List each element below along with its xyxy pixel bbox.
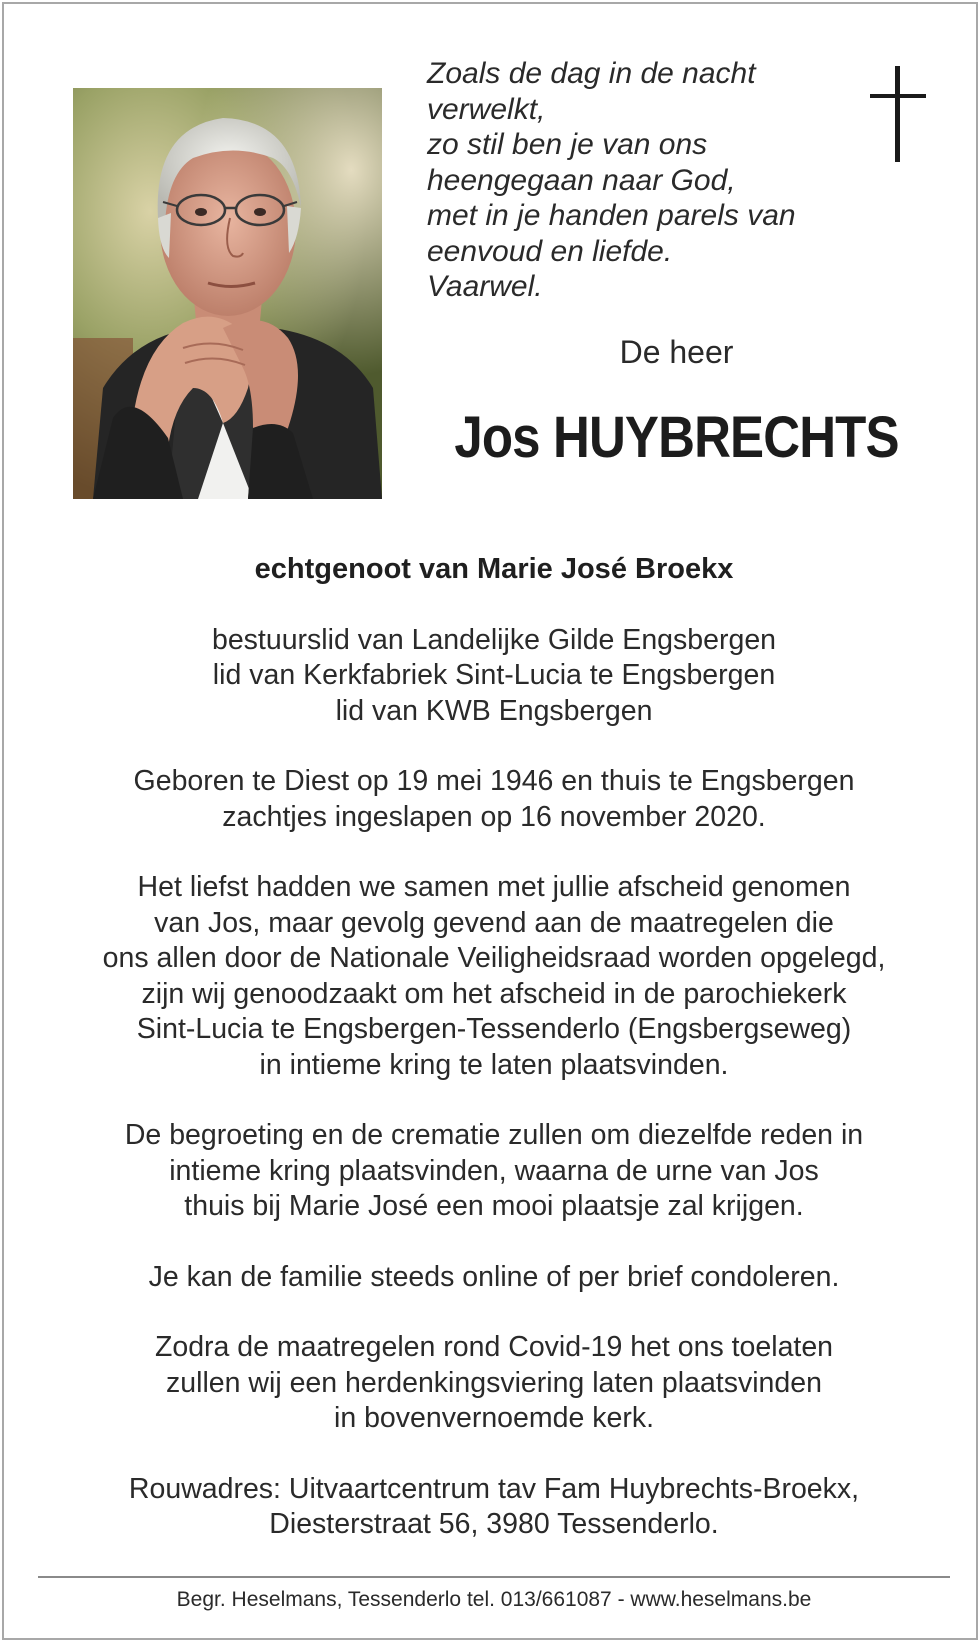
poem-line: Vaarwel. — [427, 270, 543, 303]
memorial-line: Zodra de maatregelen rond Covid-19 het ons toelaten — [154, 1331, 834, 1363]
funeral-home-footer: Begr. Heselmans, Tessenderlo tel. 013/661087 - www.heselmans.be — [176, 1588, 812, 1611]
membership-line: bestuurslid van Landelijke Gilde Engsbergen — [211, 623, 777, 656]
farewell-line: zijn wij genoodzaakt om het afscheid in de parochiekerk — [141, 977, 847, 1010]
farewell-line: van Jos, maar gevolg gevend aan de maatregelen die — [154, 906, 834, 939]
condolence-paragraph — [44, 1260, 944, 1296]
cremation-line: intieme kring plaatsvinden, waarna de urne van Jos — [169, 1154, 819, 1187]
poem — [427, 56, 847, 305]
poem-line: eenvoud en liefde. — [427, 234, 673, 268]
poem-line: verwelkt, — [427, 92, 546, 126]
birth-death — [44, 764, 944, 835]
address-line: Diesterstraat 56, 3980 Tessenderlo. — [269, 1508, 719, 1540]
cremation-line: thuis bij Marie José een mooi plaatsje zal krijgen. — [184, 1190, 804, 1222]
cremation-line: De begroeting en de crematie zullen om diezelfde reden in — [124, 1119, 864, 1151]
portrait-photo — [73, 88, 382, 499]
farewell-line: Sint-Lucia te Engsbergen-Tessenderlo (Engsbergseweg) — [136, 1013, 852, 1045]
poem-line: met in je handen parels van — [427, 199, 796, 232]
notice-body — [44, 552, 944, 1543]
membership-line: lid van Kerkfabriek Sint-Lucia te Engsbergen — [212, 659, 776, 691]
death-notice-card — [2, 2, 978, 1640]
farewell-line: Het liefst hadden we samen met jullie afscheid genomen — [137, 871, 851, 903]
cremation-paragraph — [44, 1118, 944, 1225]
birth-death-line: zachtjes ingeslapen op 16 november 2020. — [222, 800, 766, 833]
memberships — [44, 623, 944, 730]
farewell-line: ons allen door de Nationale Veiligheidsraad worden opgelegd, — [102, 942, 886, 974]
birth-death-line: Geboren te Diest op 19 mei 1946 en thuis te Engsbergen — [133, 765, 855, 797]
poem-line: Zoals de dag in de nacht — [427, 57, 756, 90]
memorial-line: in bovenvernoemde kerk. — [333, 1402, 654, 1434]
poem-line: heengegaan naar God, — [427, 163, 736, 197]
poem-line: zo stil ben je van ons — [427, 128, 708, 161]
farewell-line: in intieme kring te laten plaatsvinden. — [259, 1048, 729, 1081]
membership-line: lid van KWB Engsbergen — [335, 694, 653, 727]
memorial-paragraph — [44, 1330, 944, 1437]
spouse-line: echtgenoot van Marie José Broekx — [254, 553, 734, 585]
address-paragraph — [44, 1472, 944, 1543]
condolence-line: Je kan de familie steeds online of per brief condoleren. — [148, 1260, 840, 1293]
memorial-line: zullen wij een herdenkingsviering laten plaatsvinden — [166, 1366, 822, 1399]
title-prefix: De heer — [619, 334, 734, 370]
address-line: Rouwadres: Uitvaartcentrum tav Fam Huybrechts-Broekx, — [128, 1472, 860, 1505]
deceased-name: Jos HUYBRECHTS — [454, 405, 899, 470]
footer-divider — [38, 1576, 950, 1578]
farewell-paragraph — [44, 870, 944, 1083]
latin-cross-icon — [868, 66, 928, 162]
